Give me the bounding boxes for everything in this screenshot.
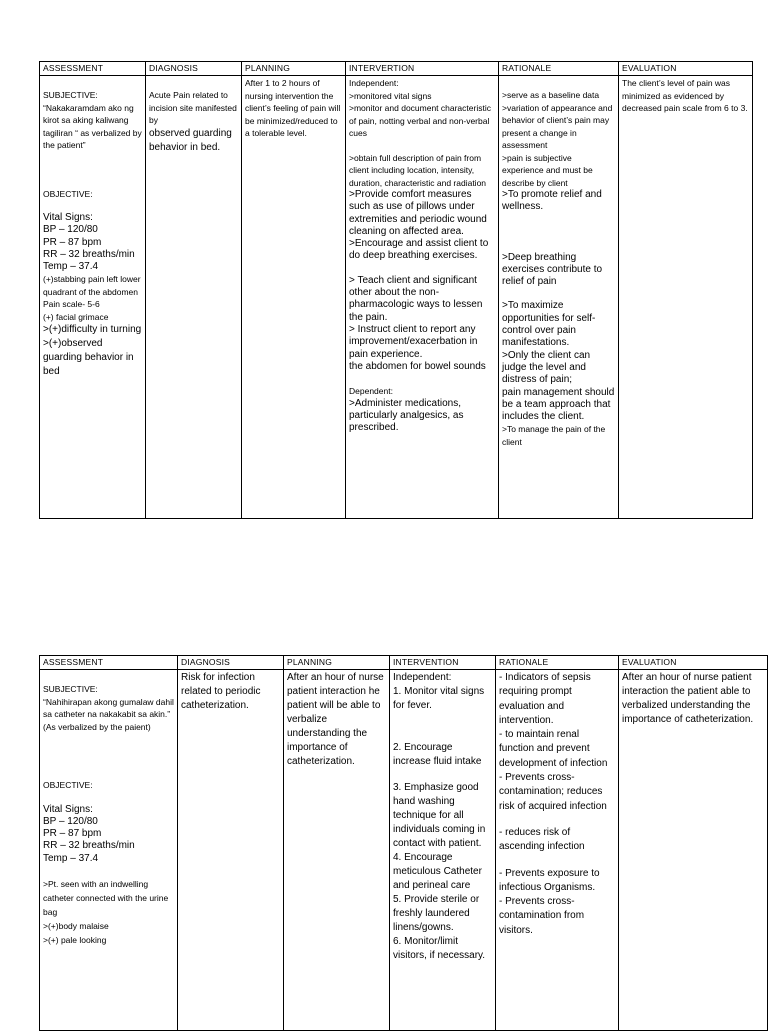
planning-text: After an hour of nurse patient interaction he patient will be able to verbalize understanding the importance of catheterization. — [287, 672, 384, 767]
intervention-item-2: 2. Encourage increase fluid intake — [393, 742, 482, 767]
subjective-quote: “Nakakaramdam ako ng kirot sa aking kaliwang tagiliran “ as verbalized by the patient” — [43, 102, 142, 150]
header-intervention: INTERVENTION — [390, 656, 496, 670]
evaluation-cell — [619, 76, 753, 519]
planning-text: After 1 to 2 hours of nursing intervention the client’s feeling of pain will be minimized/reduced to a tolerable level. — [245, 78, 341, 138]
evaluation-text: After an hour of nurse patient interaction the patient able to verbalized understanding the importance of catheterization. — [622, 672, 754, 725]
intervention-items-4: > Teach client and significant other about the non-pharmacologic ways to lessen the pain. > Instruct client to report any improvement/exacerbation in pain experience. the abdomen for bowel sounds — [349, 274, 486, 372]
rationale-text-5: >To manage the pain of the client — [502, 424, 606, 447]
header-assessment: ASSESSMENT — [40, 62, 146, 76]
intervention-item-1: 1. Monitor vital signs for fever. — [393, 686, 485, 711]
intervention-items-2: >obtain full description of pain from client including location, intensity, duration, characteristic and radiation — [349, 152, 487, 188]
rationale-text-2: - reduces risk of ascending infection — [499, 826, 585, 853]
vital-signs: Vital Signs: BP – 120/80 PR – 87 bpm RR – 32 breaths/min Temp – 37.4 — [43, 803, 135, 864]
header-rationale: RATIONALE — [496, 656, 619, 670]
objective-findings-2: >(+)difficulty in turning >(+)observed guarding behavior in bed — [43, 324, 142, 378]
rationale-text-3: - Prevents exposure to infectious Organisms. - Prevents cross-contamination from visitors. — [499, 867, 600, 936]
objective-label: OBJECTIVE: — [43, 188, 93, 199]
diagnosis-text-2: observed guarding behavior in bed. — [149, 127, 232, 153]
dependent-item: >Administer medications, particularly analgesics, as prescribed. — [349, 397, 464, 434]
diagnosis-text: Risk for infection related to periodic catheterization. — [181, 672, 261, 711]
subjective-label: SUBJECTIVE: — [43, 90, 98, 100]
rationale-text: - Indicators of sepsis requiring prompt evaluation and intervention. - to maintain renal function and prevent development of infection - Prevents cross-contamination; reduces risk of acquired infection — [499, 672, 608, 812]
header-intervention: INTERVERTION — [346, 62, 499, 76]
planning-cell — [284, 670, 390, 1031]
planning-cell — [242, 76, 346, 519]
header-diagnosis: DIAGNOSIS — [146, 62, 242, 76]
rationale-text-2: >To promote relief and wellness. — [502, 189, 602, 213]
assessment-cell — [40, 670, 178, 1031]
care-plan-table-2 — [39, 655, 768, 1031]
independent-label: Independent: — [349, 78, 399, 88]
rationale-text: >serve as a baseline data >variation of appearance and behavior of client’s pain may present a change in assessment >pain is subjective experience and must be describe by client — [502, 90, 613, 188]
evaluation-text: The client’s level of pain was minimized as evidenced by decreased pain scale from 6 to 3. — [622, 78, 748, 113]
diagnosis-text: Acute Pain related to incision site manifested by — [149, 90, 237, 125]
objective-findings: (+)stabbing pain left lower quadrant of the abdomen Pain scale- 5-6 (+) facial grimace — [43, 274, 141, 322]
vital-signs: Vital Signs: BP – 120/80 PR – 87 bpm RR – 32 breaths/min Temp – 37.4 — [43, 212, 135, 273]
diagnosis-cell — [146, 76, 242, 519]
header-row — [40, 656, 768, 670]
header-planning: PLANNING — [284, 656, 390, 670]
intervention-cell — [390, 670, 496, 1031]
evaluation-cell — [619, 670, 768, 1031]
care-plan-table-1 — [39, 61, 753, 519]
rationale-cell — [496, 670, 619, 1031]
objective-findings: >Pt. seen with an indwelling catheter connected with the urine bag >(+)body malaise >(+) pale looking — [43, 878, 169, 945]
table-row — [40, 670, 768, 1031]
objective-label: OBJECTIVE: — [43, 780, 93, 790]
header-rationale: RATIONALE — [499, 62, 619, 76]
header-diagnosis: DIAGNOSIS — [178, 656, 284, 670]
intervention-items: >monitored vital signs >monitor and document characteristic of pain, notting verbal and non-verbal cues — [349, 90, 491, 138]
header-evaluation: EVALUATION — [619, 62, 753, 76]
assessment-cell — [40, 76, 146, 519]
table-row — [40, 76, 753, 519]
rationale-cell — [499, 76, 619, 519]
header-planning: PLANNING — [242, 62, 346, 76]
diagnosis-cell — [178, 670, 284, 1031]
independent-label: Independent: — [393, 672, 452, 683]
intervention-items-3: >Provide comfort measures such as use of pillows under extremities and periodic wound cleaning on affected area. >Encourage and assist client to do deep breathing exercises. — [349, 189, 489, 262]
intervention-cell — [346, 76, 499, 519]
rationale-text-3: >Deep breathing exercises contribute to relief of pain — [502, 251, 603, 288]
rationale-text-4: >To maximize opportunities for self-control over pain manifestations. >Only the client can judge the level and distress of pain; pain management should be a team approach that includes the client. — [502, 300, 615, 423]
dependent-label: Dependent: — [349, 386, 393, 397]
header-assessment: ASSESSMENT — [40, 656, 178, 670]
header-evaluation: EVALUATION — [619, 656, 768, 670]
header-row — [40, 62, 753, 76]
intervention-items-3-6: 3. Emphasize good hand washing technique for all individuals coming in contact with patient. 4. Encourage meticulous Catheter and perineal care 5. Provide sterile or freshly laundered linens/gowns. 6. Monitor/limit visitors, if necessary. — [393, 782, 486, 961]
subjective-label: SUBJECTIVE: — [43, 684, 98, 694]
subjective-quote: “Nahihirapan akong gumalaw dahil sa catheter na nakakabit sa akin.” (As verbalized by the paient) — [43, 696, 174, 732]
